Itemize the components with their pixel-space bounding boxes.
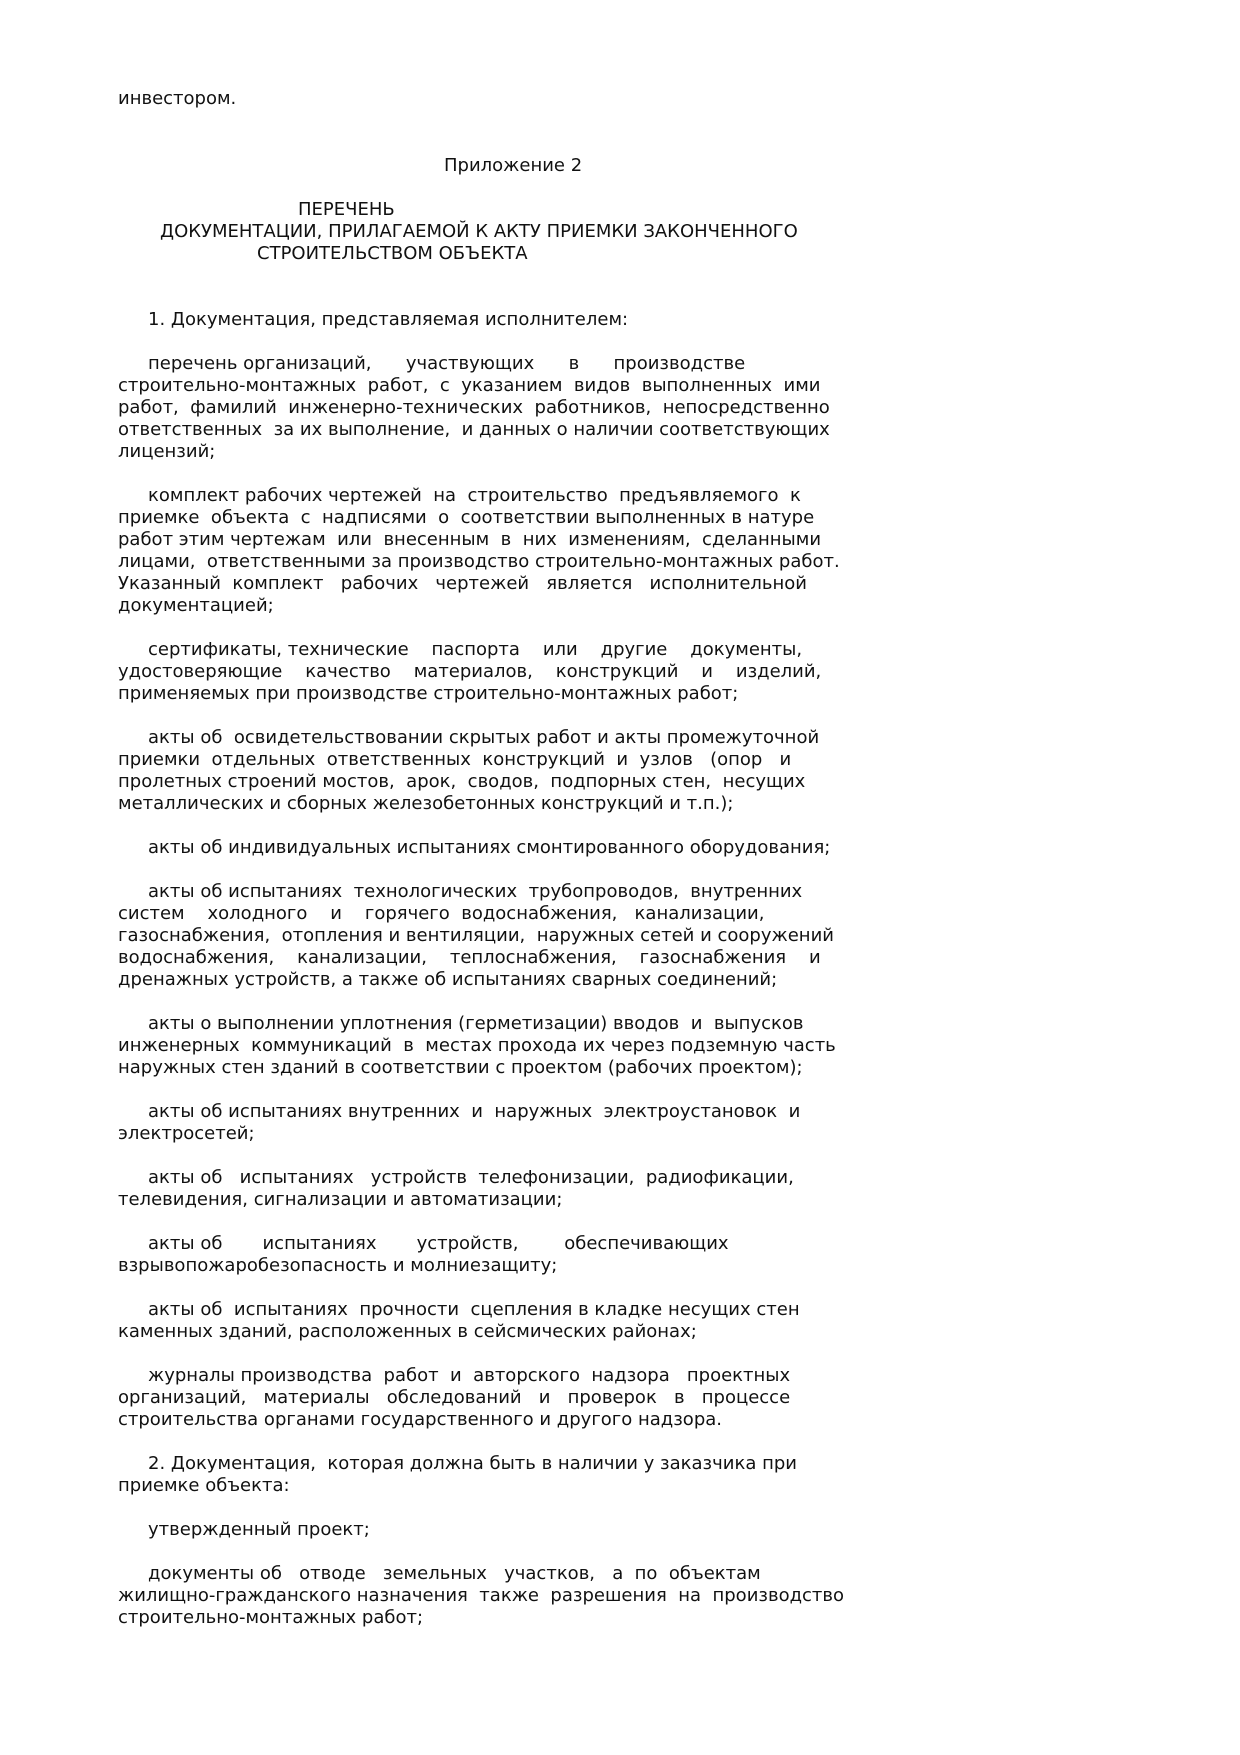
text-line: водоснабжения, канализации, теплоснабжения, газоснабжения и <box>118 947 821 968</box>
text-line: документацией; <box>118 595 274 616</box>
title-line: СТРОИТЕЛЬСТВОМ ОБЪЕКТА <box>257 243 528 264</box>
text-line: инвестором. <box>118 88 237 109</box>
text-line: акты об испытаниях устройств, обеспечивающих <box>148 1233 729 1254</box>
text-line: утвержденный проект; <box>148 1519 370 1540</box>
text-line: сертификаты, технические паспорта или другие документы, <box>148 639 803 660</box>
text-line: дренажных устройств, а также об испытаниях сварных соединений; <box>118 969 778 990</box>
text-line: работ, фамилий инженерно-технических работников, непосредственно <box>118 397 830 418</box>
text-line: перечень организаций, участвующих в производстве <box>148 353 746 374</box>
text-line: акты о выполнении уплотнения (герметизации) вводов и выпусков <box>148 1013 804 1034</box>
section-heading: приемке объекта: <box>118 1475 290 1496</box>
text-line: строительства органами государственного и другого надзора. <box>118 1409 722 1430</box>
text-line: акты об испытаниях технологических трубопроводов, внутренних <box>148 881 803 902</box>
text-line: систем холодного и горячего водоснабжения, канализации, <box>118 903 765 924</box>
text-line: каменных зданий, расположенных в сейсмических районах; <box>118 1321 697 1342</box>
text-line: акты об испытаниях внутренних и наружных электроустановок и <box>148 1101 801 1122</box>
text-line: Указанный комплект рабочих чертежей является исполнительной <box>118 573 807 594</box>
text-line: лицензий; <box>118 441 216 462</box>
text-line: пролетных строений мостов, арок, сводов, подпорных стен, несущих <box>118 771 806 792</box>
text-line: наружных стен зданий в соответствии с проектом (рабочих проектом); <box>118 1057 803 1078</box>
text-line: организаций, материалы обследований и проверок в процессе <box>118 1387 791 1408</box>
text-line: работ этим чертежам или внесенным в них изменениям, сделанными <box>118 529 822 550</box>
text-line: акты об освидетельствовании скрытых работ и акты промежуточной <box>148 727 820 748</box>
text-line: акты об испытаниях прочности сцепления в кладке несущих стен <box>148 1299 800 1320</box>
text-line: документы об отводе земельных участков, а по объектам <box>148 1563 761 1584</box>
text-line: комплект рабочих чертежей на строительство предъявляемого к <box>148 485 801 506</box>
text-line: акты об индивидуальных испытаниях смонтированного оборудования; <box>148 837 831 858</box>
text-line: строительно-монтажных работ; <box>118 1607 424 1628</box>
text-line: металлических и сборных железобетонных конструкций и т.п.); <box>118 793 734 814</box>
text-line: строительно-монтажных работ, с указанием видов выполненных ими <box>118 375 821 396</box>
title-line: ДОКУМЕНТАЦИИ, ПРИЛАГАЕМОЙ К АКТУ ПРИЕМКИ ЗАКОНЧЕННОГО <box>160 221 798 242</box>
text-line: электросетей; <box>118 1123 255 1144</box>
text-line: взрывопожаробезопасность и молниезащиту; <box>118 1255 558 1276</box>
section-heading: 1. Документация, представляемая исполнителем: <box>148 309 629 330</box>
text-line: газоснабжения, отопления и вентиляции, наружных сетей и сооружений <box>118 925 834 946</box>
text-line: приемке объекта с надписями о соответствии выполненных в натуре <box>118 507 815 528</box>
title-line: ПЕРЕЧЕНЬ <box>298 199 395 220</box>
text-line: применяемых при производстве строительно-монтажных работ; <box>118 683 739 704</box>
text-line: телевидения, сигнализации и автоматизации; <box>118 1189 563 1210</box>
text-line: лицами, ответственными за производство строительно-монтажных работ. <box>118 551 840 572</box>
section-heading: 2. Документация, которая должна быть в наличии у заказчика при <box>148 1453 797 1474</box>
text-line: инженерных коммуникаций в местах прохода их через подземную часть <box>118 1035 836 1056</box>
text-line: жилищно-гражданского назначения также разрешения на производство <box>118 1585 845 1606</box>
text-line: приемки отдельных ответственных конструкций и узлов (опор и <box>118 749 792 770</box>
appendix-label: Приложение 2 <box>444 155 583 176</box>
text-line: журналы производства работ и авторского надзора проектных <box>148 1365 791 1386</box>
text-line: акты об испытаниях устройств телефонизации, радиофикации, <box>148 1167 794 1188</box>
text-line: ответственных за их выполнение, и данных о наличии соответствующих <box>118 419 830 440</box>
text-line: удостоверяющие качество материалов, конструкций и изделий, <box>118 661 822 682</box>
